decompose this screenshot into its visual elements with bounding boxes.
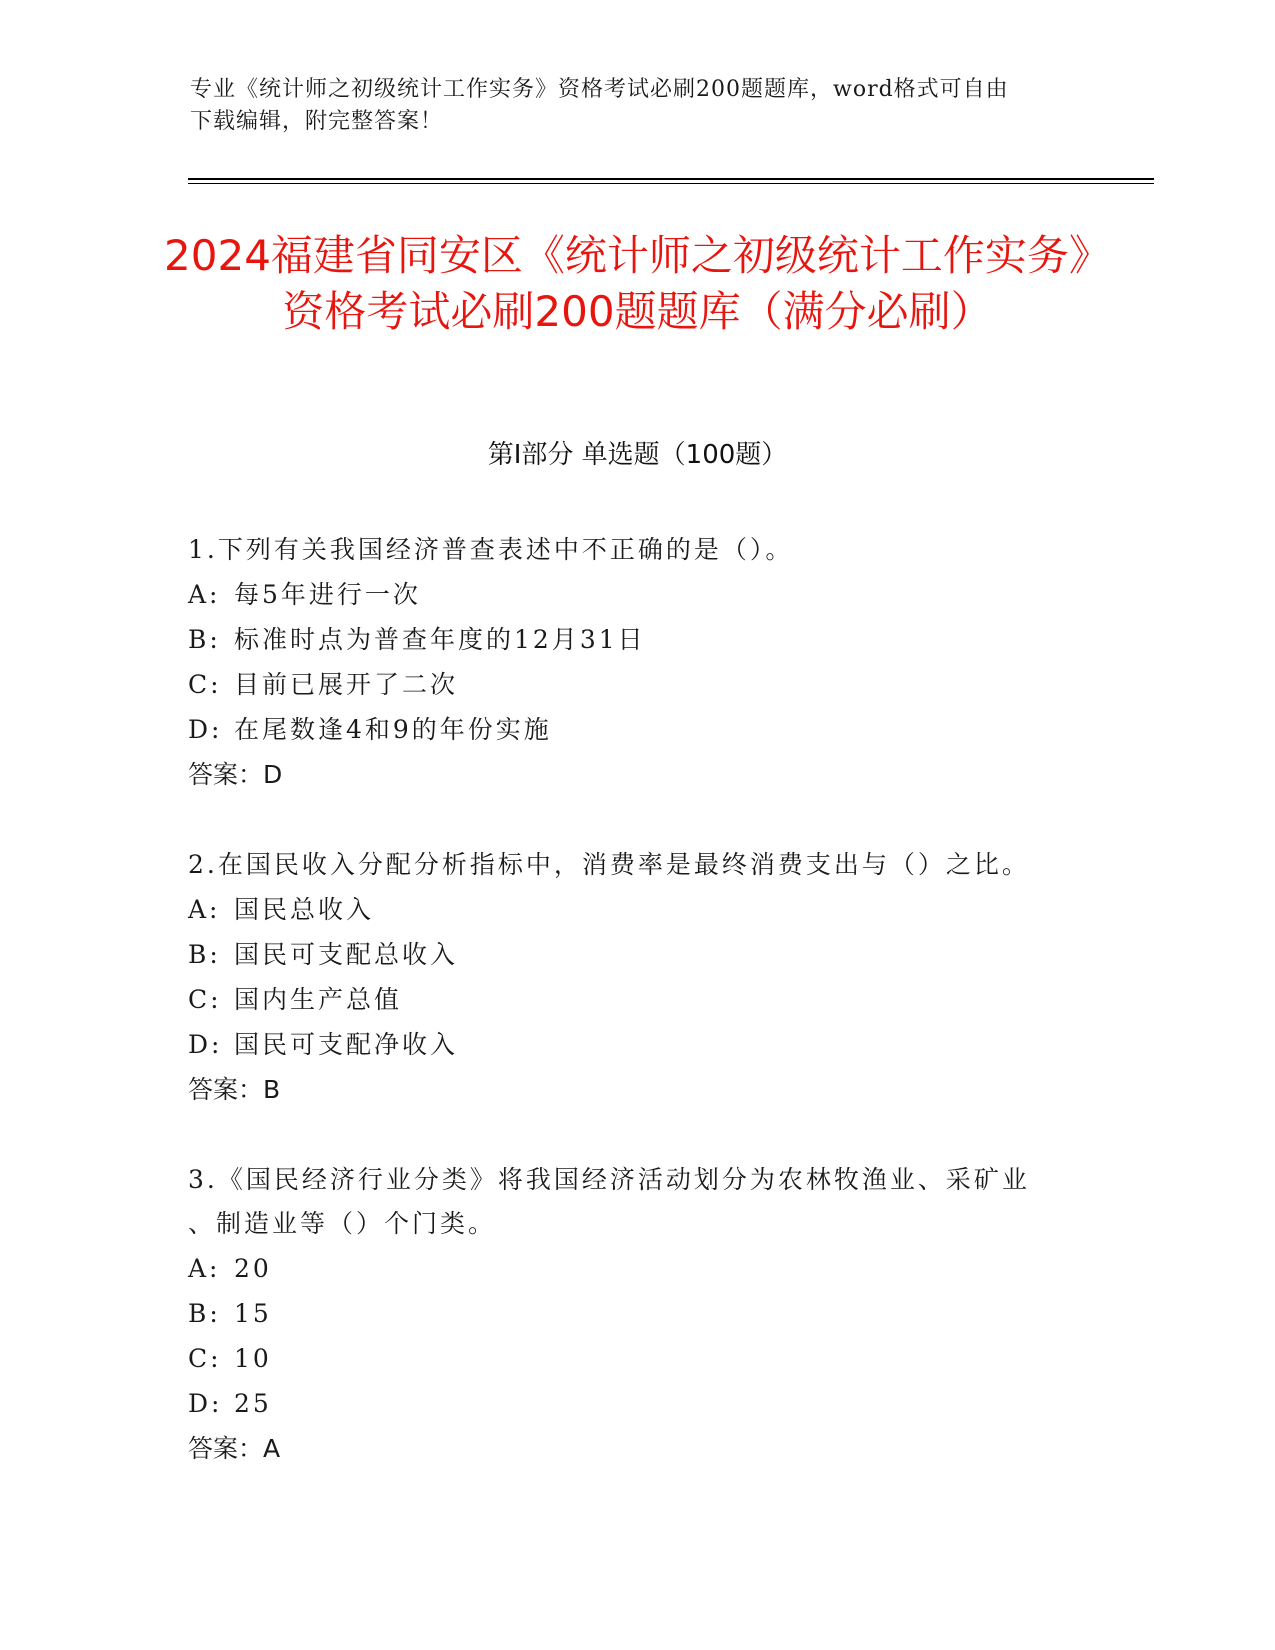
option-a — [188, 887, 1088, 932]
header-divider-thin — [188, 183, 1154, 184]
answer-line: 答案：D — [188, 760, 283, 789]
option-c — [188, 1336, 1088, 1381]
option-letter: D: — [188, 715, 223, 744]
option-letter: C: — [188, 985, 222, 1014]
document-title: 2024福建省同安区《统计师之初级统计工作实务》资格考试必刷200题题库（满分必刷） — [164, 231, 1111, 336]
option-letter: C: — [188, 1344, 222, 1373]
option-c — [188, 977, 1088, 1022]
option-text: 25 — [234, 1389, 272, 1418]
option-letter: D: — [188, 1389, 223, 1418]
option-text: 10 — [234, 1344, 272, 1373]
option-letter: A: — [188, 580, 221, 609]
option-d — [188, 1022, 1088, 1067]
option-c — [188, 662, 1088, 707]
option-letter: C: — [188, 670, 222, 699]
option-letter: A: — [188, 895, 221, 924]
option-a — [188, 1246, 1088, 1291]
question-text-continued: 、制造业等（）个门类。 — [188, 1209, 497, 1238]
option-d — [188, 1381, 1088, 1426]
option-text: 在尾数逢4和9的年份实施 — [234, 715, 552, 744]
option-text: 标准时点为普查年度的12月31日 — [234, 625, 646, 654]
option-text: 每5年进行一次 — [234, 580, 421, 609]
answer-line: 答案：A — [188, 1434, 281, 1463]
question-text: 3.《国民经济行业分类》将我国经济活动划分为农林牧渔业、采矿业 — [188, 1165, 1030, 1194]
option-letter: A: — [188, 1254, 221, 1283]
header-note-line-1: 专业《统计师之初级统计工作实务》资格考试必刷200题题库，word格式可自由 — [190, 77, 1009, 102]
header-note-line-2: 下载编辑，附完整答案！ — [190, 109, 444, 134]
option-b — [188, 932, 1088, 977]
question-text: 2.在国民收入分配分析指标中，消费率是最终消费支出与（）之比。 — [188, 850, 1030, 879]
option-text: 目前已展开了二次 — [234, 670, 459, 699]
option-text: 20 — [234, 1254, 272, 1283]
question-2 — [188, 843, 1088, 1112]
option-letter: B: — [188, 940, 221, 969]
option-letter: D: — [188, 1030, 223, 1059]
option-d — [188, 707, 1088, 752]
option-text: 15 — [234, 1299, 272, 1328]
option-text: 国民可支配净收入 — [234, 1030, 459, 1059]
question-3 — [188, 1158, 1088, 1471]
section-title: 第Ⅰ部分 单选题（100题） — [487, 440, 788, 470]
answer-line: 答案：B — [188, 1075, 281, 1104]
option-letter: B: — [188, 625, 221, 654]
option-text: 国民总收入 — [234, 895, 375, 924]
header-note — [190, 74, 1090, 138]
option-text: 国内生产总值 — [234, 985, 403, 1014]
header-divider-thick — [188, 178, 1154, 180]
option-letter: B: — [188, 1299, 221, 1328]
question-text: 1.下列有关我国经济普查表述中不正确的是（）。 — [188, 535, 794, 564]
question-1 — [188, 528, 1088, 797]
question-list — [188, 528, 1088, 1517]
option-a — [188, 572, 1088, 617]
option-b — [188, 1291, 1088, 1336]
option-b — [188, 617, 1088, 662]
option-text: 国民可支配总收入 — [234, 940, 459, 969]
